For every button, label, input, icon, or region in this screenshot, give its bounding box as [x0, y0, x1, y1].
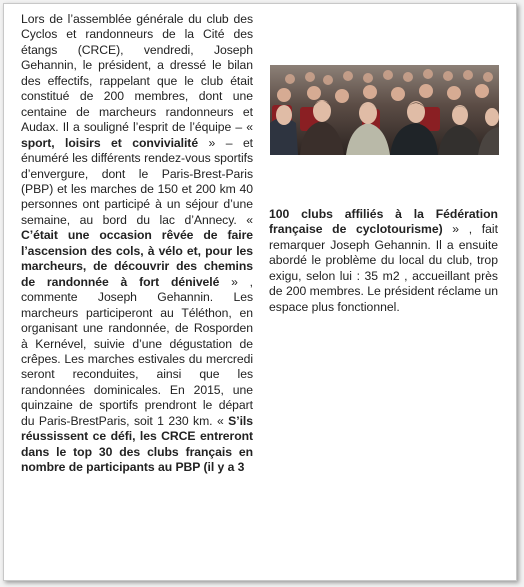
text-segment: Lors de l’assemblée générale du club des Cyclos et randonneurs de la Cité des étangs (CRCE), vendredi, Joseph Gehannin, le président, a dressé le bilan des effectifs, rappelant que le club était constitué de 200 membres, dont une centaine de marcheurs randonneurs et Audax. Il a souligné l’esprit de l’équipe – «: [21, 12, 253, 135]
text-segment: » , commente Joseph Gehannin. Les marcheurs participeront au Téléthon, en organisant une randonnée, de Rosporden à Kernével, suivie d’une dégustation de crêpes. Les marches estivales du mercredi seront reconduites, ainsi que les randonnées dominicales. En 2015, une quinzaine de sportifs prendront le départ du Paris-BrestParis, soit 1 230 km. «: [21, 274, 253, 428]
article-text-left-column: [21, 12, 253, 476]
text-segment-bold: C’était une occasion rêvée de faire l’ascension des cols, à vélo et, pour les marcheurs, de découvrir des chemins de randonnée à fort dénivelé: [21, 228, 253, 289]
text-segment: » , fait remarquer Joseph Gehannin. Il a ensuite abordé le problème du local du club, trop exigu, selon lui : 35 m2 , accueillant près de 200 membres. Le président réclame un espace plus fonctionnel.: [269, 222, 498, 314]
audience-photo-illustration: [270, 65, 499, 155]
text-segment-bold: sport, loisirs et convivialité: [21, 135, 199, 150]
text-segment-bold: S’ils réussissent ce défi, les CRCE entreront dans le top 30 des clubs français en nombre de participants au PBP (il y a 3: [21, 413, 253, 475]
text-segment: » – et énuméré les différents rendez-vous sportifs d’envergure, dont le Paris-Brest-Paris (PBP) et les marches de 150 et 200 km 40 personnes ont participé à un séjour d’une semaine, au bord du lac d’Annecy. «: [21, 135, 254, 227]
article-photo: [270, 65, 499, 155]
text-segment-bold: 100 clubs affiliés à la Fédération française de cyclotourisme): [269, 207, 498, 237]
article-text-right-column: [269, 207, 498, 315]
article-frame: [3, 3, 517, 581]
